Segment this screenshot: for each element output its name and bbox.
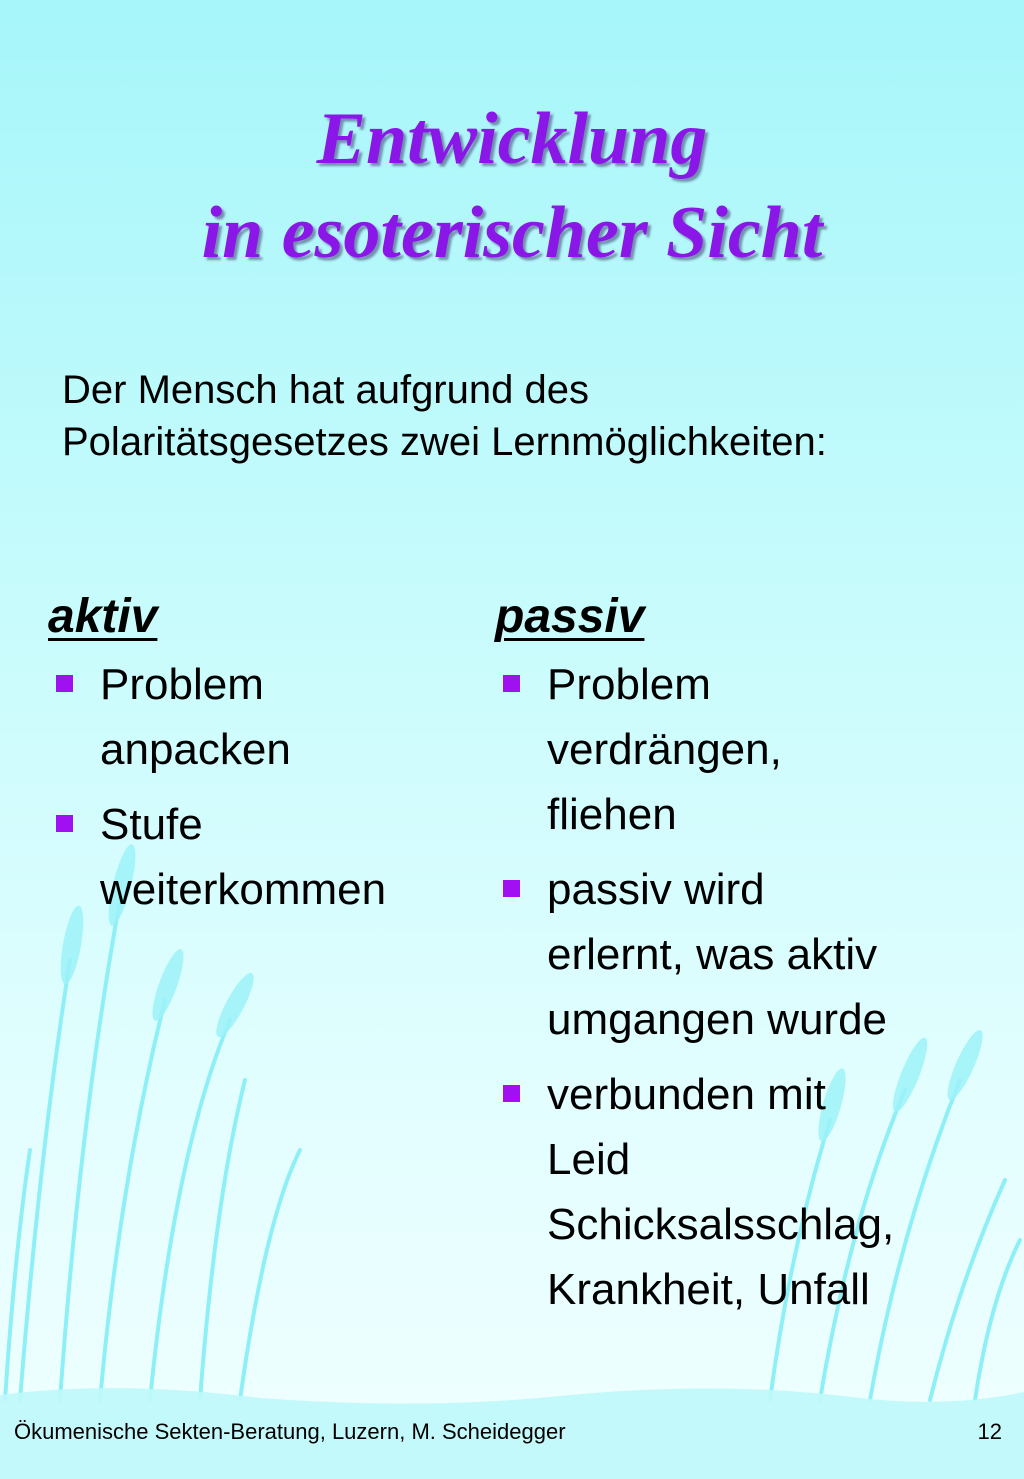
title-line-2: in esoterischer Sicht: [201, 192, 823, 274]
item-line: Problem: [100, 660, 264, 709]
square-bullet-icon: [503, 880, 520, 897]
bullet-list-aktiv: [48, 652, 468, 922]
list-item: [48, 792, 468, 922]
intro-line-2: Polaritätsgesetzes zwei Lernmöglichkeiten:: [62, 420, 827, 464]
item-line: Leid: [547, 1135, 631, 1184]
page-number: 12: [977, 1419, 1002, 1444]
item-line: anpacken: [100, 725, 291, 774]
item-line: verdrängen,: [547, 725, 782, 774]
column-aktiv: [48, 582, 468, 932]
intro-line-1: Der Mensch hat aufgrund des: [62, 368, 589, 412]
item-line: umgangen wurde: [547, 995, 888, 1044]
intro-text: [62, 364, 982, 468]
column-heading-aktiv: aktiv: [48, 590, 158, 643]
square-bullet-icon: [56, 815, 73, 832]
list-item: [495, 1062, 1015, 1322]
item-line: passiv wird: [547, 865, 765, 914]
title-line-1: Entwicklung: [316, 98, 708, 180]
item-line: verbunden mit: [547, 1070, 826, 1119]
item-line: erlernt, was aktiv: [547, 930, 878, 979]
column-passiv: [495, 582, 1015, 1332]
item-line: Schicksalsschlag,: [547, 1200, 895, 1249]
column-heading-passiv: passiv: [495, 590, 645, 643]
item-line: fliehen: [547, 790, 677, 839]
item-line: Stufe: [100, 800, 203, 849]
slide-title: [0, 92, 1024, 280]
list-item: [495, 652, 1015, 847]
item-line: Problem: [547, 660, 711, 709]
square-bullet-icon: [56, 675, 73, 692]
list-item: [48, 652, 468, 782]
bullet-list-passiv: [495, 652, 1015, 1322]
square-bullet-icon: [503, 675, 520, 692]
item-line: Krankheit, Unfall: [547, 1265, 870, 1314]
square-bullet-icon: [503, 1085, 520, 1102]
item-line: weiterkommen: [100, 865, 387, 914]
footer-credit: Ökumenische Sekten-Beratung, Luzern, M. Scheidegger: [14, 1419, 566, 1444]
list-item: [495, 857, 1015, 1052]
